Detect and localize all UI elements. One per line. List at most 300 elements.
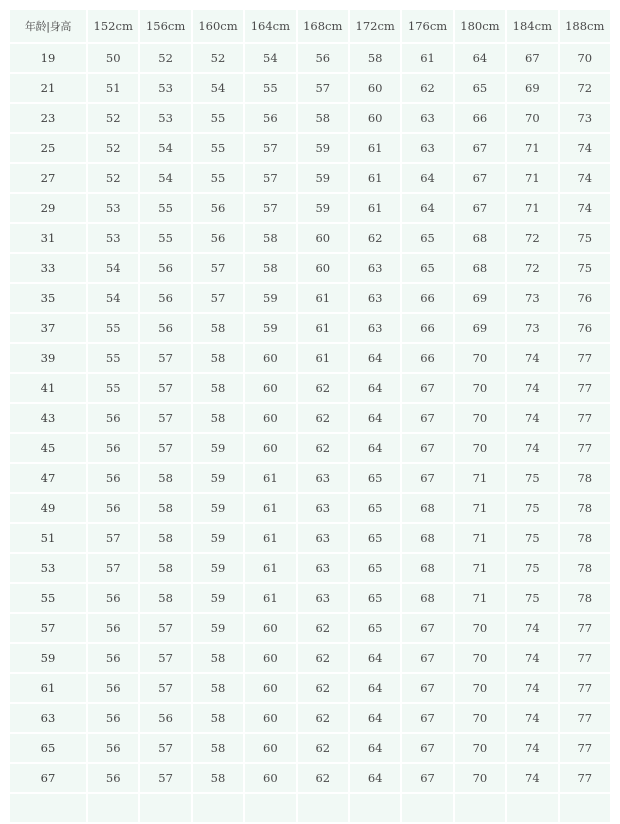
weight-cell: 61 bbox=[298, 284, 348, 312]
weight-cell: 68 bbox=[455, 254, 505, 282]
age-cell: 33 bbox=[10, 254, 86, 282]
age-cell: 47 bbox=[10, 464, 86, 492]
weight-cell: 60 bbox=[350, 74, 400, 102]
age-cell: 39 bbox=[10, 344, 86, 372]
weight-cell: 70 bbox=[455, 734, 505, 762]
weight-cell: 55 bbox=[245, 74, 295, 102]
weight-cell: 64 bbox=[350, 674, 400, 702]
weight-cell: 61 bbox=[245, 554, 295, 582]
weight-cell: 75 bbox=[560, 254, 610, 282]
weight-cell: 59 bbox=[193, 554, 243, 582]
cut-off-cell bbox=[140, 794, 190, 822]
weight-cell: 56 bbox=[88, 704, 138, 732]
weight-cell: 74 bbox=[507, 764, 557, 792]
weight-cell: 57 bbox=[245, 194, 295, 222]
weight-cell: 57 bbox=[140, 764, 190, 792]
age-cell: 57 bbox=[10, 614, 86, 642]
weight-cell: 56 bbox=[88, 434, 138, 462]
cut-off-cell bbox=[402, 794, 452, 822]
weight-cell: 75 bbox=[507, 554, 557, 582]
weight-cell: 71 bbox=[455, 494, 505, 522]
weight-cell: 56 bbox=[140, 254, 190, 282]
weight-cell: 64 bbox=[350, 404, 400, 432]
table-row bbox=[10, 464, 610, 492]
weight-cell: 55 bbox=[88, 374, 138, 402]
weight-cell: 58 bbox=[245, 254, 295, 282]
weight-cell: 61 bbox=[245, 524, 295, 552]
weight-cell: 53 bbox=[140, 104, 190, 132]
weight-cell: 64 bbox=[350, 644, 400, 672]
weight-cell: 57 bbox=[140, 344, 190, 372]
table-row bbox=[10, 284, 610, 312]
weight-cell: 67 bbox=[455, 134, 505, 162]
weight-cell: 56 bbox=[193, 224, 243, 252]
cut-off-cell bbox=[560, 794, 610, 822]
weight-cell: 55 bbox=[88, 344, 138, 372]
weight-cell: 77 bbox=[560, 614, 610, 642]
height-header-cell: 172cm bbox=[350, 10, 400, 42]
table-row bbox=[10, 134, 610, 162]
weight-cell: 71 bbox=[455, 464, 505, 492]
weight-cell: 55 bbox=[193, 134, 243, 162]
height-header-cell: 180cm bbox=[455, 10, 505, 42]
height-header-cell: 188cm bbox=[560, 10, 610, 42]
weight-cell: 64 bbox=[455, 44, 505, 72]
cut-off-row bbox=[10, 794, 610, 822]
weight-cell: 70 bbox=[455, 374, 505, 402]
height-header-cell: 152cm bbox=[88, 10, 138, 42]
weight-cell: 60 bbox=[245, 704, 295, 732]
weight-cell: 62 bbox=[298, 374, 348, 402]
weight-cell: 57 bbox=[298, 74, 348, 102]
weight-cell: 56 bbox=[140, 704, 190, 732]
header-row bbox=[10, 10, 610, 42]
weight-cell: 59 bbox=[193, 584, 243, 612]
weight-cell: 56 bbox=[140, 284, 190, 312]
weight-cell: 57 bbox=[140, 734, 190, 762]
age-cell: 63 bbox=[10, 704, 86, 732]
weight-cell: 69 bbox=[455, 314, 505, 342]
weight-cell: 69 bbox=[455, 284, 505, 312]
weight-cell: 74 bbox=[507, 614, 557, 642]
age-cell: 19 bbox=[10, 44, 86, 72]
age-cell: 55 bbox=[10, 584, 86, 612]
weight-cell: 70 bbox=[455, 644, 505, 672]
weight-cell: 60 bbox=[350, 104, 400, 132]
weight-cell: 53 bbox=[140, 74, 190, 102]
weight-cell: 67 bbox=[455, 164, 505, 192]
weight-cell: 62 bbox=[298, 644, 348, 672]
weight-cell: 70 bbox=[455, 344, 505, 372]
table-row bbox=[10, 164, 610, 192]
weight-cell: 78 bbox=[560, 464, 610, 492]
weight-cell: 68 bbox=[402, 584, 452, 612]
weight-cell: 71 bbox=[507, 194, 557, 222]
weight-cell: 54 bbox=[245, 44, 295, 72]
weight-cell: 65 bbox=[350, 464, 400, 492]
weight-cell: 70 bbox=[455, 764, 505, 792]
weight-cell: 58 bbox=[140, 494, 190, 522]
weight-cell: 70 bbox=[455, 404, 505, 432]
weight-cell: 70 bbox=[507, 104, 557, 132]
weight-cell: 77 bbox=[560, 764, 610, 792]
weight-cell: 58 bbox=[350, 44, 400, 72]
table-row bbox=[10, 194, 610, 222]
age-cell: 27 bbox=[10, 164, 86, 192]
weight-cell: 75 bbox=[507, 464, 557, 492]
weight-cell: 54 bbox=[88, 254, 138, 282]
weight-cell: 70 bbox=[455, 704, 505, 732]
weight-cell: 61 bbox=[402, 44, 452, 72]
weight-cell: 63 bbox=[350, 314, 400, 342]
weight-cell: 55 bbox=[193, 104, 243, 132]
height-header-cell: 164cm bbox=[245, 10, 295, 42]
table-body bbox=[10, 44, 610, 822]
height-header-cell: 160cm bbox=[193, 10, 243, 42]
weight-cell: 59 bbox=[193, 494, 243, 522]
table-row bbox=[10, 44, 610, 72]
weight-cell: 54 bbox=[88, 284, 138, 312]
weight-cell: 59 bbox=[245, 284, 295, 312]
age-cell: 37 bbox=[10, 314, 86, 342]
weight-cell: 65 bbox=[455, 74, 505, 102]
table-row bbox=[10, 404, 610, 432]
weight-cell: 56 bbox=[88, 674, 138, 702]
weight-cell: 56 bbox=[245, 104, 295, 132]
weight-cell: 75 bbox=[507, 524, 557, 552]
weight-cell: 56 bbox=[88, 494, 138, 522]
weight-cell: 68 bbox=[402, 524, 452, 552]
weight-cell: 65 bbox=[350, 614, 400, 642]
weight-cell: 61 bbox=[245, 464, 295, 492]
weight-cell: 65 bbox=[350, 524, 400, 552]
weight-cell: 60 bbox=[245, 674, 295, 702]
weight-cell: 78 bbox=[560, 524, 610, 552]
weight-cell: 67 bbox=[402, 734, 452, 762]
weight-cell: 71 bbox=[507, 164, 557, 192]
table-row bbox=[10, 494, 610, 522]
weight-cell: 74 bbox=[560, 194, 610, 222]
weight-cell: 74 bbox=[507, 644, 557, 672]
weight-cell: 67 bbox=[402, 374, 452, 402]
weight-cell: 71 bbox=[455, 524, 505, 552]
weight-cell: 57 bbox=[140, 374, 190, 402]
cut-off-cell bbox=[455, 794, 505, 822]
weight-cell: 74 bbox=[507, 344, 557, 372]
weight-cell: 71 bbox=[455, 584, 505, 612]
weight-cell: 63 bbox=[298, 464, 348, 492]
table-row bbox=[10, 704, 610, 732]
weight-cell: 56 bbox=[88, 464, 138, 492]
weight-cell: 60 bbox=[245, 644, 295, 672]
weight-cell: 60 bbox=[245, 374, 295, 402]
age-cell: 49 bbox=[10, 494, 86, 522]
age-cell: 65 bbox=[10, 734, 86, 762]
weight-cell: 75 bbox=[560, 224, 610, 252]
weight-cell: 57 bbox=[88, 554, 138, 582]
weight-cell: 66 bbox=[455, 104, 505, 132]
weight-cell: 59 bbox=[193, 464, 243, 492]
weight-cell: 67 bbox=[402, 764, 452, 792]
weight-cell: 58 bbox=[140, 524, 190, 552]
weight-cell: 53 bbox=[88, 224, 138, 252]
height-header-cell: 168cm bbox=[298, 10, 348, 42]
cut-off-cell bbox=[193, 794, 243, 822]
weight-cell: 55 bbox=[140, 194, 190, 222]
table-row bbox=[10, 254, 610, 282]
weight-cell: 64 bbox=[350, 434, 400, 462]
weight-cell: 77 bbox=[560, 374, 610, 402]
weight-cell: 59 bbox=[193, 524, 243, 552]
weight-cell: 52 bbox=[88, 104, 138, 132]
weight-cell: 58 bbox=[140, 464, 190, 492]
weight-cell: 58 bbox=[298, 104, 348, 132]
weight-cell: 63 bbox=[298, 524, 348, 552]
age-cell: 43 bbox=[10, 404, 86, 432]
weight-cell: 58 bbox=[140, 554, 190, 582]
weight-cell: 62 bbox=[298, 764, 348, 792]
weight-cell: 52 bbox=[88, 164, 138, 192]
table-row bbox=[10, 434, 610, 462]
weight-cell: 60 bbox=[245, 344, 295, 372]
weight-cell: 56 bbox=[88, 584, 138, 612]
weight-cell: 58 bbox=[193, 704, 243, 732]
weight-cell: 64 bbox=[350, 374, 400, 402]
weight-cell: 53 bbox=[88, 194, 138, 222]
weight-cell: 68 bbox=[402, 494, 452, 522]
weight-cell: 58 bbox=[193, 674, 243, 702]
weight-cell: 70 bbox=[455, 434, 505, 462]
weight-cell: 63 bbox=[350, 284, 400, 312]
age-cell: 67 bbox=[10, 764, 86, 792]
weight-cell: 54 bbox=[193, 74, 243, 102]
weight-cell: 74 bbox=[507, 734, 557, 762]
weight-cell: 62 bbox=[298, 674, 348, 702]
weight-cell: 56 bbox=[88, 404, 138, 432]
weight-cell: 67 bbox=[402, 464, 452, 492]
weight-cell: 67 bbox=[402, 404, 452, 432]
weight-cell: 72 bbox=[507, 254, 557, 282]
weight-cell: 77 bbox=[560, 644, 610, 672]
weight-cell: 62 bbox=[298, 404, 348, 432]
weight-cell: 74 bbox=[507, 674, 557, 702]
weight-cell: 74 bbox=[507, 704, 557, 732]
cut-off-cell bbox=[507, 794, 557, 822]
weight-cell: 64 bbox=[402, 164, 452, 192]
weight-cell: 71 bbox=[507, 134, 557, 162]
weight-cell: 77 bbox=[560, 344, 610, 372]
table-row bbox=[10, 374, 610, 402]
weight-cell: 77 bbox=[560, 434, 610, 462]
weight-cell: 67 bbox=[402, 674, 452, 702]
weight-cell: 60 bbox=[298, 254, 348, 282]
weight-cell: 60 bbox=[245, 734, 295, 762]
age-cell: 41 bbox=[10, 374, 86, 402]
weight-cell: 59 bbox=[193, 614, 243, 642]
weight-cell: 64 bbox=[350, 734, 400, 762]
weight-cell: 57 bbox=[245, 134, 295, 162]
weight-cell: 61 bbox=[350, 164, 400, 192]
weight-cell: 74 bbox=[507, 434, 557, 462]
weight-cell: 56 bbox=[88, 764, 138, 792]
weight-cell: 64 bbox=[402, 194, 452, 222]
table-row bbox=[10, 764, 610, 792]
table-row bbox=[10, 344, 610, 372]
weight-cell: 74 bbox=[507, 374, 557, 402]
weight-cell: 70 bbox=[455, 614, 505, 642]
cut-off-cell bbox=[88, 794, 138, 822]
weight-cell: 66 bbox=[402, 344, 452, 372]
weight-cell: 76 bbox=[560, 314, 610, 342]
table-row bbox=[10, 614, 610, 642]
table-row bbox=[10, 644, 610, 672]
weight-cell: 57 bbox=[193, 254, 243, 282]
weight-cell: 63 bbox=[298, 584, 348, 612]
weight-cell: 60 bbox=[245, 614, 295, 642]
weight-cell: 57 bbox=[140, 674, 190, 702]
weight-cell: 51 bbox=[88, 74, 138, 102]
weight-cell: 74 bbox=[507, 404, 557, 432]
age-cell: 59 bbox=[10, 644, 86, 672]
cut-off-cell bbox=[350, 794, 400, 822]
weight-cell: 61 bbox=[350, 134, 400, 162]
table-row bbox=[10, 104, 610, 132]
weight-cell: 77 bbox=[560, 704, 610, 732]
age-cell: 29 bbox=[10, 194, 86, 222]
table-row bbox=[10, 584, 610, 612]
weight-cell: 54 bbox=[140, 134, 190, 162]
weight-cell: 77 bbox=[560, 674, 610, 702]
weight-cell: 58 bbox=[193, 344, 243, 372]
weight-cell: 74 bbox=[560, 134, 610, 162]
weight-cell: 65 bbox=[402, 254, 452, 282]
age-cell: 25 bbox=[10, 134, 86, 162]
table-row bbox=[10, 224, 610, 252]
weight-cell: 57 bbox=[88, 524, 138, 552]
weight-cell: 64 bbox=[350, 764, 400, 792]
age-cell: 31 bbox=[10, 224, 86, 252]
weight-cell: 76 bbox=[560, 284, 610, 312]
table-row bbox=[10, 674, 610, 702]
weight-cell: 63 bbox=[402, 134, 452, 162]
weight-cell: 56 bbox=[140, 314, 190, 342]
weight-cell: 73 bbox=[560, 104, 610, 132]
weight-cell: 62 bbox=[298, 704, 348, 732]
height-header-cell: 184cm bbox=[507, 10, 557, 42]
weight-cell: 56 bbox=[298, 44, 348, 72]
weight-cell: 75 bbox=[507, 494, 557, 522]
weight-cell: 52 bbox=[88, 134, 138, 162]
weight-cell: 63 bbox=[402, 104, 452, 132]
weight-cell: 62 bbox=[402, 74, 452, 102]
weight-cell: 59 bbox=[298, 164, 348, 192]
weight-cell: 60 bbox=[245, 764, 295, 792]
weight-cell: 68 bbox=[402, 554, 452, 582]
weight-cell: 67 bbox=[402, 434, 452, 462]
age-cell: 23 bbox=[10, 104, 86, 132]
weight-cell: 59 bbox=[245, 314, 295, 342]
table-row bbox=[10, 524, 610, 552]
weight-cell: 54 bbox=[140, 164, 190, 192]
weight-cell: 56 bbox=[88, 644, 138, 672]
weight-cell: 63 bbox=[350, 254, 400, 282]
weight-cell: 64 bbox=[350, 704, 400, 732]
weight-cell: 66 bbox=[402, 284, 452, 312]
weight-cell: 58 bbox=[193, 764, 243, 792]
weight-cell: 73 bbox=[507, 284, 557, 312]
weight-cell: 60 bbox=[245, 404, 295, 432]
weight-cell: 71 bbox=[455, 554, 505, 582]
weight-cell: 78 bbox=[560, 494, 610, 522]
corner-header-cell: 年龄|身高 bbox=[10, 10, 86, 42]
table-row bbox=[10, 314, 610, 342]
weight-cell: 56 bbox=[193, 194, 243, 222]
weight-cell: 58 bbox=[140, 584, 190, 612]
cut-off-cell bbox=[298, 794, 348, 822]
cut-off-cell bbox=[10, 794, 86, 822]
weight-cell: 57 bbox=[245, 164, 295, 192]
weight-cell: 55 bbox=[140, 224, 190, 252]
weight-cell: 67 bbox=[402, 614, 452, 642]
weight-cell: 57 bbox=[140, 614, 190, 642]
weight-cell: 59 bbox=[298, 134, 348, 162]
weight-cell: 50 bbox=[88, 44, 138, 72]
weight-cell: 75 bbox=[507, 584, 557, 612]
weight-cell: 58 bbox=[193, 644, 243, 672]
weight-cell: 65 bbox=[402, 224, 452, 252]
weight-cell: 65 bbox=[350, 584, 400, 612]
age-cell: 45 bbox=[10, 434, 86, 462]
weight-cell: 57 bbox=[140, 644, 190, 672]
weight-cell: 61 bbox=[298, 314, 348, 342]
weight-cell: 68 bbox=[455, 224, 505, 252]
weight-cell: 66 bbox=[402, 314, 452, 342]
table-header bbox=[10, 10, 610, 42]
age-cell: 51 bbox=[10, 524, 86, 552]
weight-cell: 65 bbox=[350, 494, 400, 522]
weight-cell: 70 bbox=[455, 674, 505, 702]
weight-cell: 58 bbox=[193, 374, 243, 402]
weight-cell: 52 bbox=[193, 44, 243, 72]
age-cell: 35 bbox=[10, 284, 86, 312]
age-cell: 21 bbox=[10, 74, 86, 102]
weight-cell: 59 bbox=[298, 194, 348, 222]
weight-cell: 58 bbox=[193, 314, 243, 342]
weight-cell: 63 bbox=[298, 494, 348, 522]
weight-cell: 56 bbox=[88, 614, 138, 642]
weight-cell: 62 bbox=[298, 614, 348, 642]
table-row bbox=[10, 734, 610, 762]
weight-cell: 72 bbox=[507, 224, 557, 252]
weight-cell: 69 bbox=[507, 74, 557, 102]
weight-height-age-table bbox=[8, 8, 612, 824]
weight-cell: 74 bbox=[560, 164, 610, 192]
weight-cell: 78 bbox=[560, 584, 610, 612]
weight-cell: 67 bbox=[455, 194, 505, 222]
weight-cell: 64 bbox=[350, 344, 400, 372]
weight-cell: 58 bbox=[245, 224, 295, 252]
table-row bbox=[10, 554, 610, 582]
weight-cell: 59 bbox=[193, 434, 243, 462]
weight-cell: 60 bbox=[245, 434, 295, 462]
weight-cell: 61 bbox=[298, 344, 348, 372]
weight-cell: 57 bbox=[140, 404, 190, 432]
age-cell: 53 bbox=[10, 554, 86, 582]
age-cell: 61 bbox=[10, 674, 86, 702]
height-header-cell: 176cm bbox=[402, 10, 452, 42]
weight-cell: 65 bbox=[350, 554, 400, 582]
weight-cell: 62 bbox=[298, 734, 348, 762]
